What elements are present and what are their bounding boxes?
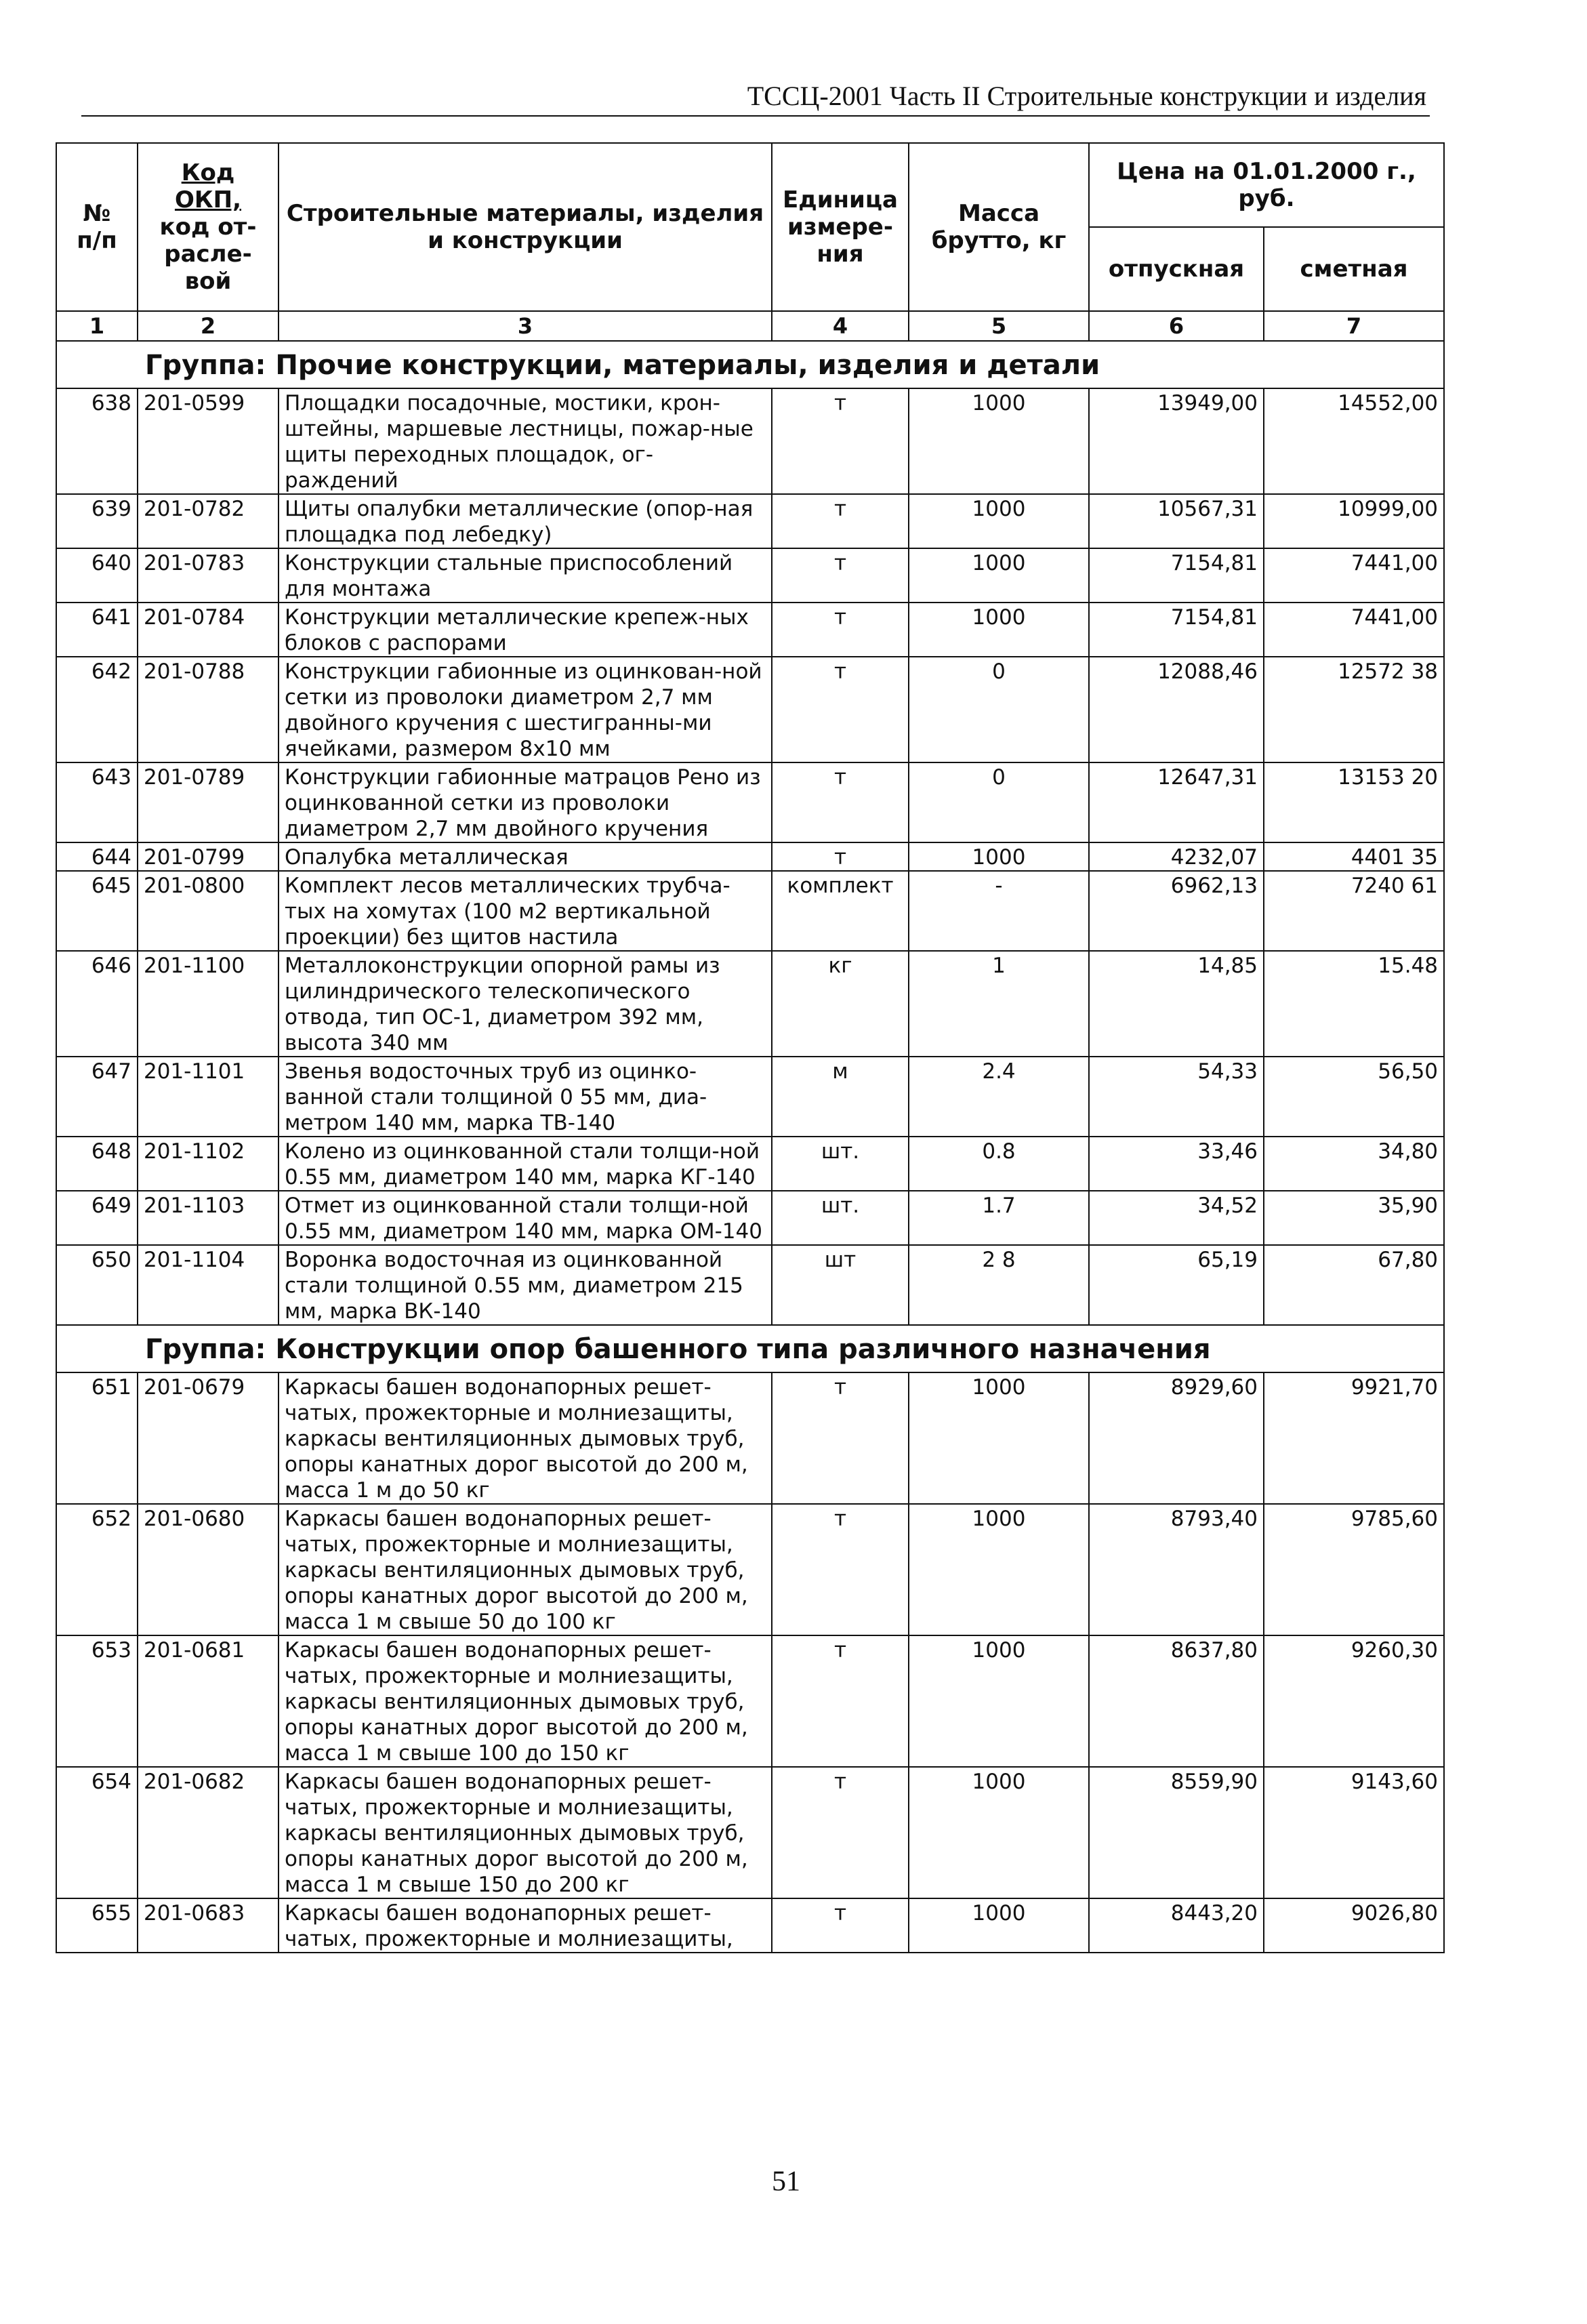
row-code: 201-0799 <box>138 842 279 871</box>
row-code: 201-0782 <box>138 494 279 548</box>
row-code: 201-0681 <box>138 1635 279 1767</box>
row-unit: т <box>772 1372 909 1504</box>
row-name: Каркасы башен водонапорных решет-чатых, прожекторные и молниезащиты, каркасы вентиляционных дымовых труб, опоры канатных дорог высотой до 200 м, масса 1 м свыше 50 до 100 кг <box>279 1504 772 1635</box>
row-price-estimate: 34,80 <box>1264 1137 1444 1191</box>
column-number: 6 <box>1089 311 1264 341</box>
row-code: 201-0599 <box>138 388 279 494</box>
row-code: 201-1101 <box>138 1057 279 1137</box>
row-number: 640 <box>56 548 138 603</box>
row-code: 201-0682 <box>138 1767 279 1898</box>
table-row <box>56 1635 1444 1767</box>
row-unit: т <box>772 1898 909 1953</box>
row-price-release: 34,52 <box>1089 1191 1264 1245</box>
table-row <box>56 1245 1444 1325</box>
row-name: Щиты опалубки металлические (опор-ная площадка под лебедку) <box>279 494 772 548</box>
row-price-estimate: 9143,60 <box>1264 1767 1444 1898</box>
header-price-estimate: сметная <box>1264 227 1444 311</box>
row-unit: т <box>772 388 909 494</box>
row-price-estimate: 35,90 <box>1264 1191 1444 1245</box>
row-code: 201-1103 <box>138 1191 279 1245</box>
row-price-estimate: 56,50 <box>1264 1057 1444 1137</box>
row-name: Каркасы башен водонапорных решет-чатых, прожекторные и молниезащиты, <box>279 1898 772 1953</box>
row-price-estimate: 7240 61 <box>1264 871 1444 951</box>
row-code: 201-0680 <box>138 1504 279 1635</box>
row-price-release: 8793,40 <box>1089 1504 1264 1635</box>
table-row <box>56 951 1444 1057</box>
row-mass: 1000 <box>909 842 1089 871</box>
row-name: Конструкции стальные приспособлений для монтажа <box>279 548 772 603</box>
row-number: 639 <box>56 494 138 548</box>
row-number: 641 <box>56 603 138 657</box>
column-number: 4 <box>772 311 909 341</box>
row-number: 648 <box>56 1137 138 1191</box>
row-mass: 0.8 <box>909 1137 1089 1191</box>
header-mass: Масса брутто, кг <box>909 143 1089 311</box>
row-mass: 1000 <box>909 388 1089 494</box>
row-name: Конструкции габионные из оцинкован-ной сетки из проволоки диаметром 2,7 мм двойного кручения с шестигранны-ми ячейками, размером 8х10 мм <box>279 657 772 762</box>
row-name: Звенья водосточных труб из оцинко-ванной стали толщиной 0 55 мм, диа-метром 140 мм, марка ТВ-140 <box>279 1057 772 1137</box>
table-row <box>56 842 1444 871</box>
table-row <box>56 1504 1444 1635</box>
row-price-release: 33,46 <box>1089 1137 1264 1191</box>
row-price-release: 14,85 <box>1089 951 1264 1057</box>
row-number: 651 <box>56 1372 138 1504</box>
row-price-release: 7154,81 <box>1089 548 1264 603</box>
column-number-row <box>56 311 1444 341</box>
row-unit: т <box>772 548 909 603</box>
row-mass: 2.4 <box>909 1057 1089 1137</box>
row-number: 644 <box>56 842 138 871</box>
row-price-release: 12088,46 <box>1089 657 1264 762</box>
row-number: 642 <box>56 657 138 762</box>
row-price-estimate: 4401 35 <box>1264 842 1444 871</box>
row-unit: шт <box>772 1245 909 1325</box>
row-name: Металлоконструкции опорной рамы из цилиндрического телескопического отвода, тип ОС-1, диаметром 392 мм, высота 340 мм <box>279 951 772 1057</box>
row-price-estimate: 9260,30 <box>1264 1635 1444 1767</box>
table-row <box>56 657 1444 762</box>
row-mass: 1000 <box>909 494 1089 548</box>
header-code: Код ОКП, код от- расле- вой <box>138 143 279 311</box>
row-number: 649 <box>56 1191 138 1245</box>
row-name: Комплект лесов металлических трубча-тых на хомутах (100 м2 вертикальной проекции) без щитов настила <box>279 871 772 951</box>
row-price-release: 8443,20 <box>1089 1898 1264 1953</box>
running-header: ТССЦ-2001 Часть II Строительные конструкции и изделия <box>747 81 1426 111</box>
row-code: 201-1100 <box>138 951 279 1057</box>
row-number: 655 <box>56 1898 138 1953</box>
header-num: № п/п <box>56 143 138 311</box>
row-number: 638 <box>56 388 138 494</box>
row-code: 201-0800 <box>138 871 279 951</box>
header-rule <box>81 115 1430 117</box>
row-number: 653 <box>56 1635 138 1767</box>
row-price-release: 8637,80 <box>1089 1635 1264 1767</box>
row-price-estimate: 13153 20 <box>1264 762 1444 842</box>
row-price-estimate: 15.48 <box>1264 951 1444 1057</box>
table-row <box>56 1372 1444 1504</box>
row-number: 647 <box>56 1057 138 1137</box>
row-code: 201-0784 <box>138 603 279 657</box>
row-mass: 1000 <box>909 1504 1089 1635</box>
row-code: 201-0789 <box>138 762 279 842</box>
table-row <box>56 388 1444 494</box>
page-number: 51 <box>772 2166 800 2197</box>
header-name: Строительные материалы, изделия и конструкции <box>279 143 772 311</box>
table-row <box>56 1898 1444 1953</box>
row-code: 201-1102 <box>138 1137 279 1191</box>
row-mass: - <box>909 871 1089 951</box>
row-code: 201-0783 <box>138 548 279 603</box>
row-unit: т <box>772 657 909 762</box>
column-number: 2 <box>138 311 279 341</box>
header-unit: Единица измере- ния <box>772 143 909 311</box>
row-name: Колено из оцинкованной стали толщи-ной 0.55 мм, диаметром 140 мм, марка КГ-140 <box>279 1137 772 1191</box>
row-mass: 1000 <box>909 1372 1089 1504</box>
row-name: Площадки посадочные, мостики, крон-штейны, маршевые лестницы, пожар-ные щиты переходных площадок, ог-раждений <box>279 388 772 494</box>
header-price-release: отпускная <box>1089 227 1264 311</box>
table-row <box>56 1191 1444 1245</box>
table-row <box>56 762 1444 842</box>
row-price-estimate: 9026,80 <box>1264 1898 1444 1953</box>
row-mass: 2 8 <box>909 1245 1089 1325</box>
row-name: Каркасы башен водонапорных решет-чатых, прожекторные и молниезащиты, каркасы вентиляционных дымовых труб, опоры канатных дорог высотой до 200 м, масса 1 м до 50 кг <box>279 1372 772 1504</box>
table-row <box>56 1137 1444 1191</box>
row-price-release: 13949,00 <box>1089 388 1264 494</box>
row-mass: 1000 <box>909 548 1089 603</box>
row-name: Опалубка металлическая <box>279 842 772 871</box>
row-mass: 0 <box>909 762 1089 842</box>
row-unit: кг <box>772 951 909 1057</box>
row-unit: комплект <box>772 871 909 951</box>
row-name: Конструкции габионные матрацов Рено из оцинкованной сетки из проволоки диаметром 2,7 мм двойного кручения <box>279 762 772 842</box>
row-number: 650 <box>56 1245 138 1325</box>
group-title: Группа: Конструкции опор башенного типа различного назначения <box>56 1325 1444 1372</box>
row-unit: т <box>772 603 909 657</box>
row-price-estimate: 7441,00 <box>1264 603 1444 657</box>
table-row <box>56 603 1444 657</box>
price-table <box>56 142 1445 1953</box>
row-unit: шт. <box>772 1137 909 1191</box>
row-code: 201-0679 <box>138 1372 279 1504</box>
row-unit: т <box>772 1635 909 1767</box>
column-number: 3 <box>279 311 772 341</box>
row-name: Отмет из оцинкованной стали толщи-ной 0.55 мм, диаметром 140 мм, марка ОМ-140 <box>279 1191 772 1245</box>
row-price-estimate: 67,80 <box>1264 1245 1444 1325</box>
header-price: Цена на 01.01.2000 г., руб. <box>1089 143 1444 227</box>
group-row <box>56 341 1444 388</box>
row-mass: 1000 <box>909 1635 1089 1767</box>
row-name: Конструкции металлические крепеж-ных блоков с распорами <box>279 603 772 657</box>
row-number: 643 <box>56 762 138 842</box>
row-name: Каркасы башен водонапорных решет-чатых, прожекторные и молниезащиты, каркасы вентиляционных дымовых труб, опоры канатных дорог высотой до 200 м, масса 1 м свыше 150 до 200 кг <box>279 1767 772 1898</box>
row-unit: т <box>772 762 909 842</box>
row-number: 646 <box>56 951 138 1057</box>
row-name: Каркасы башен водонапорных решет-чатых, прожекторные и молниезащиты, каркасы вентиляционных дымовых труб, опоры канатных дорог высотой до 200 м, масса 1 м свыше 100 до 150 кг <box>279 1635 772 1767</box>
group-title: Группа: Прочие конструкции, материалы, изделия и детали <box>56 341 1444 388</box>
row-number: 652 <box>56 1504 138 1635</box>
row-price-estimate: 14552,00 <box>1264 388 1444 494</box>
row-code: 201-0683 <box>138 1898 279 1953</box>
row-unit: т <box>772 842 909 871</box>
row-code: 201-1104 <box>138 1245 279 1325</box>
row-unit: м <box>772 1057 909 1137</box>
row-price-release: 8929,60 <box>1089 1372 1264 1504</box>
row-unit: т <box>772 1504 909 1635</box>
row-price-release: 4232,07 <box>1089 842 1264 871</box>
table-row <box>56 548 1444 603</box>
table-body <box>56 341 1444 1953</box>
row-price-release: 54,33 <box>1089 1057 1264 1137</box>
column-number: 1 <box>56 311 138 341</box>
row-mass: 1000 <box>909 603 1089 657</box>
row-mass: 1.7 <box>909 1191 1089 1245</box>
row-unit: шт. <box>772 1191 909 1245</box>
row-mass: 1000 <box>909 1898 1089 1953</box>
row-code: 201-0788 <box>138 657 279 762</box>
column-number: 5 <box>909 311 1089 341</box>
table-row <box>56 1767 1444 1898</box>
column-number: 7 <box>1264 311 1444 341</box>
group-row <box>56 1325 1444 1372</box>
row-number: 645 <box>56 871 138 951</box>
row-name: Воронка водосточная из оцинкованной стали толщиной 0.55 мм, диаметром 215 мм, марка ВК-140 <box>279 1245 772 1325</box>
row-price-estimate: 12572 38 <box>1264 657 1444 762</box>
row-price-release: 12647,31 <box>1089 762 1264 842</box>
row-price-release: 8559,90 <box>1089 1767 1264 1898</box>
row-mass: 0 <box>909 657 1089 762</box>
table-row <box>56 871 1444 951</box>
row-price-estimate: 10999,00 <box>1264 494 1444 548</box>
row-price-estimate: 9785,60 <box>1264 1504 1444 1635</box>
row-price-release: 10567,31 <box>1089 494 1264 548</box>
row-unit: т <box>772 494 909 548</box>
row-price-release: 6962,13 <box>1089 871 1264 951</box>
table-row <box>56 1057 1444 1137</box>
row-price-estimate: 9921,70 <box>1264 1372 1444 1504</box>
row-price-release: 7154,81 <box>1089 603 1264 657</box>
table-row <box>56 494 1444 548</box>
row-number: 654 <box>56 1767 138 1898</box>
row-price-estimate: 7441,00 <box>1264 548 1444 603</box>
row-unit: т <box>772 1767 909 1898</box>
row-mass: 1 <box>909 951 1089 1057</box>
row-mass: 1000 <box>909 1767 1089 1898</box>
row-price-release: 65,19 <box>1089 1245 1264 1325</box>
